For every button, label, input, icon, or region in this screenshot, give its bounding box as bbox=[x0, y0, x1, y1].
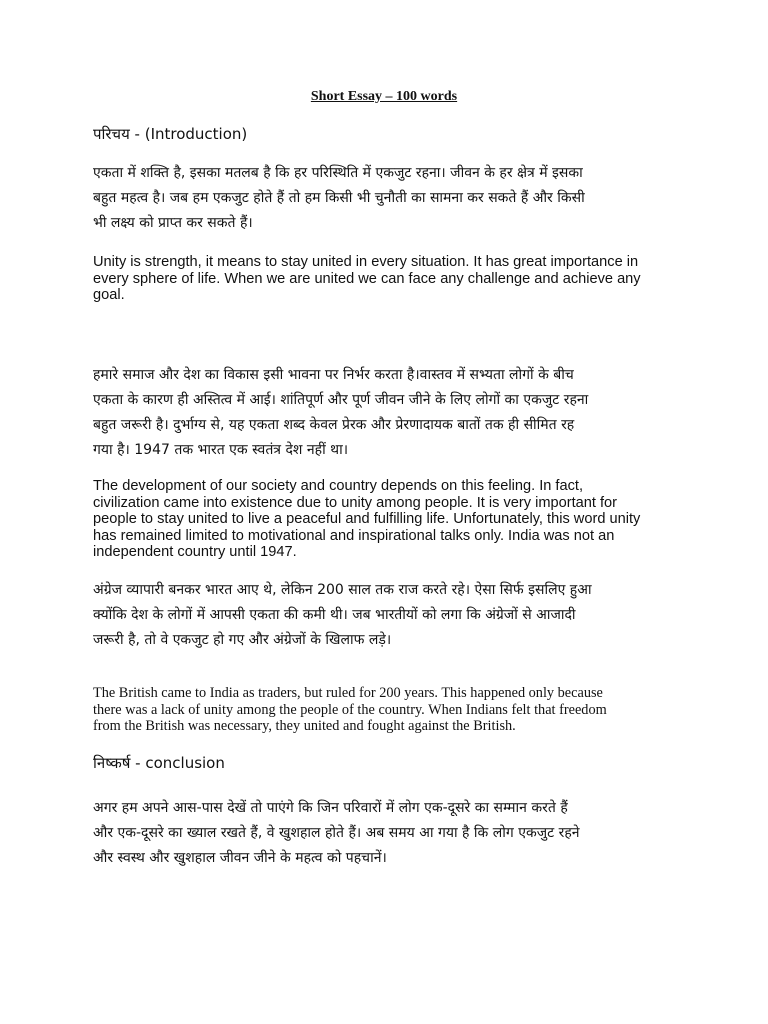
body-paragraph-1-hindi: हमारे समाज और देश का विकास इसी भावना पर निर्भर करता है।वास्तव में सभ्यता लोगों के बीच एकता के कारण ही अस्तित्व में आई। शांतिपूर्ण और पूर्ण जीवन जीने के लिए लोगों का एकजुट रहना बहुत जरूरी है। दुर्भाग्य से, यह एकता शब्द केवल प्रेरक और प्रेरणादायक बातों तक ही सीमित रह गया है। 1947 तक भारत एक स्वतंत्र देश नहीं था। bbox=[93, 367, 589, 458]
body-paragraph-2-english: The British came to India as traders, but ruled for 200 years. This happened only because there was a lack of unity among the people of the country. When Indians felt that freedom from the British was necessary, they united and fought against the British. bbox=[93, 685, 607, 735]
body-paragraph-1-english: The development of our society and country depends on this feeling. In fact, civilization came into existence due to unity among people. It is very important for people to stay united to live a peaceful and fulfilling life. Unfortunately, this word unity has remained limited to motivational and inspirational talks only. India was not an independent country until 1947. bbox=[93, 478, 641, 560]
introduction-heading: परिचय - (Introduction) bbox=[93, 125, 248, 143]
conclusion-heading: निष्कर्ष - conclusion bbox=[93, 754, 225, 772]
essay-title: Short Essay – 100 words bbox=[310, 89, 458, 104]
introduction-paragraph-english: Unity is strength, it means to stay united in every situation. It has great importance in every sphere of life. When we are united we can face any challenge and achieve any goal. bbox=[93, 254, 641, 303]
body-paragraph-2-hindi: अंग्रेज व्यापारी बनकर भारत आए थे, लेकिन 200 साल तक राज करते रहे। ऐसा सिर्फ इसलिए हुआ क्योंकि देश के लोगों में आपसी एकता की कमी थी। जब भारतीयों को लगा कि अंग्रेजों से आजादी जरूरी है, तो वे एकजुट हो गए और अंग्रेजों के खिलाफ लड़े। bbox=[93, 582, 592, 648]
introduction-paragraph-hindi: एकता में शक्ति है, इसका मतलब है कि हर परिस्थिति में एकजुट रहना। जीवन के हर क्षेत्र में इसका बहुत महत्व है। जब हम एकजुट होते हैं तो हम किसी भी चुनौती का सामना कर सकते हैं और किसी भी लक्ष्य को प्राप्त कर सकते हैं। bbox=[93, 165, 585, 231]
conclusion-paragraph-hindi: अगर हम अपने आस-पास देखें तो पाएंगे कि जिन परिवारों में लोग एक-दूसरे का सम्मान करते हैं और एक-दूसरे का ख्याल रखते हैं, वे खुशहाल होते हैं। अब समय आ गया है कि लोग एकजुट रहने और स्वस्थ और खुशहाल जीवन जीने के महत्व को पहचानें। bbox=[93, 800, 580, 866]
